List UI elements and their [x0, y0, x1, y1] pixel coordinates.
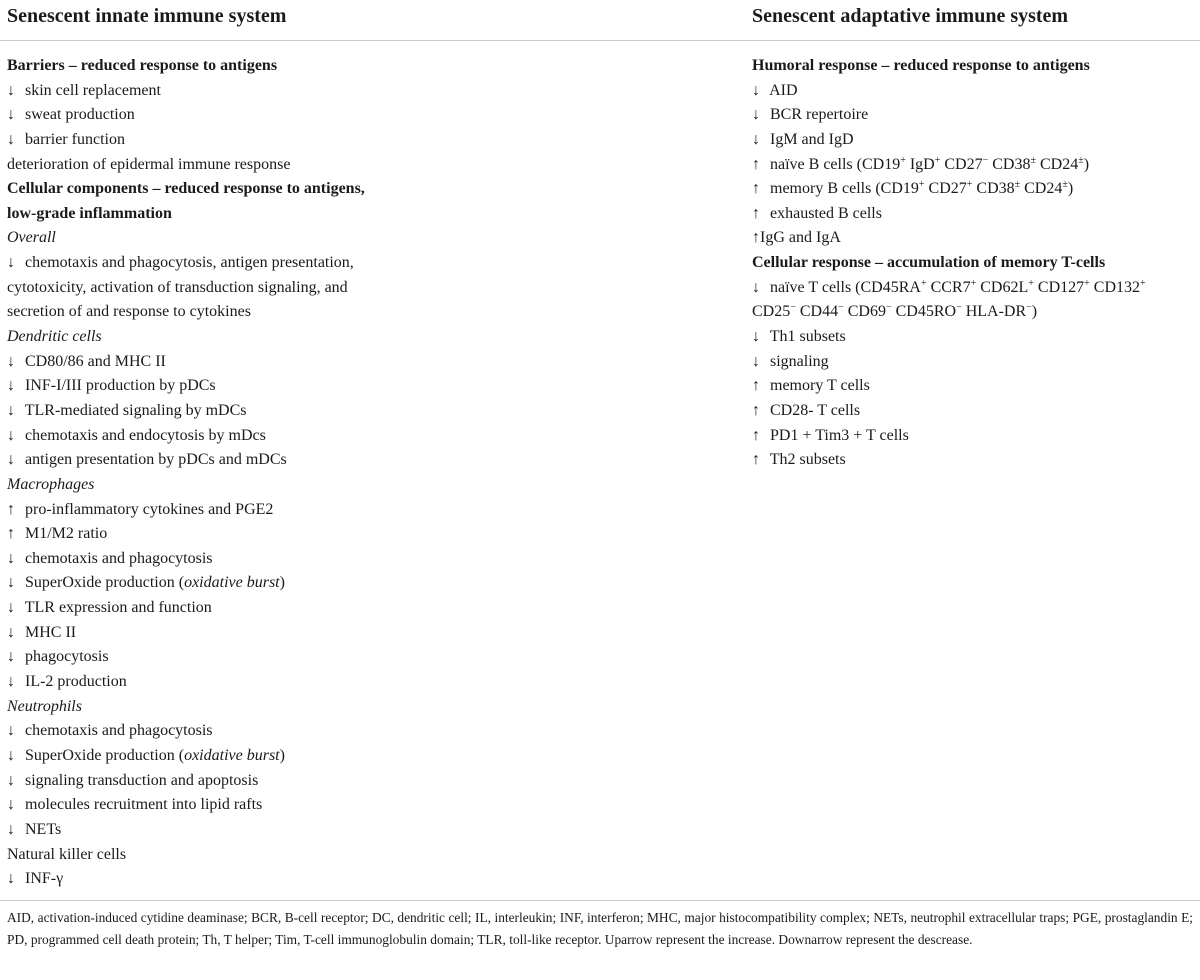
- left-row: [7, 645, 727, 670]
- left-row: [7, 522, 727, 547]
- row-text: Overall: [7, 229, 56, 247]
- left-row: [7, 374, 727, 399]
- left-row: [7, 153, 727, 178]
- down-arrow-icon: ↓: [7, 623, 15, 641]
- row-text: Dendritic cells: [7, 328, 102, 346]
- left-row: [7, 547, 727, 572]
- row-text: CD27: [924, 180, 967, 198]
- row-text: ): [1083, 155, 1090, 173]
- up-arrow-icon: ↑: [752, 377, 760, 395]
- row-text: antigen presentation by pDCs and mDCs: [25, 451, 287, 469]
- left-row: [7, 793, 727, 818]
- row-text: IL-2 production: [25, 673, 127, 691]
- row-text: CCR7: [926, 278, 971, 296]
- right-row: [752, 202, 1192, 227]
- left-row: [7, 695, 727, 720]
- right-row: [752, 325, 1192, 350]
- row-text: skin cell replacement: [25, 81, 161, 99]
- down-arrow-icon: ↓: [7, 426, 15, 444]
- row-text: chemotaxis and endocytosis by mDcs: [25, 426, 266, 444]
- row-text: IgM and IgD: [770, 130, 854, 148]
- superscript: ±: [1078, 154, 1084, 166]
- superscript: −: [1026, 302, 1032, 314]
- down-arrow-icon: ↓: [7, 820, 15, 838]
- row-text: Humoral response – reduced response to antigens: [752, 57, 1090, 74]
- left-row: [7, 424, 727, 449]
- row-text: TLR-mediated signaling by mDCs: [24, 401, 247, 419]
- left-row: [7, 300, 727, 325]
- row-text: molecules recruitment into lipid rafts: [25, 796, 263, 814]
- row-text: AID: [769, 81, 798, 99]
- row-text: oxidative burst: [184, 574, 280, 592]
- down-arrow-icon: ↓: [7, 599, 15, 617]
- row-text: Natural killer cells: [7, 845, 127, 863]
- down-arrow-icon: ↓: [7, 106, 15, 124]
- row-text: CD38: [972, 180, 1015, 198]
- down-arrow-icon: ↓: [7, 746, 15, 764]
- left-row: [7, 79, 727, 104]
- row-text: CD38: [988, 155, 1031, 173]
- superscript: ±: [1062, 179, 1068, 191]
- innate-column-header: Senescent innate immune system: [7, 5, 287, 27]
- adaptive-column-header: Senescent adaptative immune system: [752, 5, 1069, 27]
- down-arrow-icon: ↓: [7, 771, 15, 789]
- right-row: [752, 374, 1192, 399]
- row-text: CD24: [1035, 155, 1079, 173]
- left-row: [7, 350, 727, 375]
- down-arrow-icon: ↓: [752, 81, 760, 99]
- down-arrow-icon: ↓: [7, 401, 15, 419]
- right-row: [752, 251, 1192, 276]
- left-row: [7, 818, 727, 843]
- left-row: [7, 276, 727, 301]
- table-header: [0, 0, 1200, 41]
- down-arrow-icon: ↓: [7, 352, 15, 370]
- left-row: [7, 325, 727, 350]
- superscript: +: [920, 277, 927, 289]
- table-footnote: AID, activation-induced cytidine deaminase; BCR, B-cell receptor; DC, dendritic cell; IL, interleukin; INF, interferon; MHC, major histocompatibility complex; NETs, neutrophil extracellular traps; PGE, prostaglandin E; PD, programmed cell death protein; Th, T helper; Tim, T-cell immunoglobulin domain; TLR, toll-like receptor. Uparrow represent the increase. Downarrow represent the descrease.: [0, 900, 1200, 980]
- down-arrow-icon: ↓: [7, 130, 15, 148]
- row-text: Cellular components – reduced response to antigens,: [7, 180, 365, 198]
- row-text: NETs: [25, 820, 62, 838]
- left-row: [7, 867, 727, 892]
- up-arrow-icon: ↑: [7, 500, 15, 518]
- down-arrow-icon: ↓: [7, 254, 15, 272]
- left-row: [7, 744, 727, 769]
- row-text: CD132: [1089, 278, 1140, 296]
- up-arrow-icon: ↑: [7, 525, 15, 543]
- up-arrow-icon: ↑: [752, 155, 760, 173]
- row-text: CD24: [1020, 180, 1063, 198]
- right-row: [752, 424, 1192, 449]
- left-row: [7, 226, 727, 251]
- superscript: +: [1140, 277, 1146, 289]
- row-text: PD1 + Tim3 + T cells: [770, 426, 909, 444]
- row-text: BCR repertoire: [770, 106, 869, 124]
- down-arrow-icon: ↓: [752, 106, 760, 124]
- row-text: secretion of and response to cytokines: [7, 303, 251, 321]
- superscript: +: [1028, 277, 1034, 289]
- row-text: sweat production: [25, 106, 135, 124]
- right-row: [752, 300, 1192, 325]
- superscript: ±: [1014, 179, 1021, 191]
- up-arrow-icon: ↑: [752, 401, 760, 419]
- row-text: chemotaxis and phagocytosis: [25, 722, 213, 740]
- row-text: ↑IgG and IgA: [752, 229, 841, 247]
- row-text: ): [279, 574, 285, 592]
- left-row: [7, 571, 727, 596]
- row-text: CD62L: [976, 278, 1029, 296]
- row-text: memory T cells: [770, 377, 870, 395]
- down-arrow-icon: ↓: [7, 722, 15, 740]
- row-text: SuperOxide production (: [25, 574, 185, 592]
- row-text: INF-I/III production by pDCs: [25, 377, 216, 395]
- up-arrow-icon: ↑: [752, 180, 760, 198]
- row-text: CD45RO: [891, 303, 957, 321]
- superscript: +: [966, 179, 973, 191]
- left-row: [7, 843, 727, 868]
- superscript: +: [934, 154, 941, 166]
- right-row: [752, 128, 1192, 153]
- row-text: phagocytosis: [25, 648, 109, 666]
- innate-column: [7, 54, 727, 892]
- superscript: +: [1084, 277, 1090, 289]
- down-arrow-icon: ↓: [752, 352, 760, 370]
- row-text: CD28- T cells: [770, 401, 861, 419]
- left-row: [7, 769, 727, 794]
- superscript: +: [900, 154, 906, 166]
- left-row: [7, 621, 727, 646]
- right-row: [752, 276, 1192, 301]
- down-arrow-icon: ↓: [7, 648, 15, 666]
- row-text: ): [1031, 303, 1038, 321]
- down-arrow-icon: ↓: [752, 328, 760, 346]
- row-text: Barriers – reduced response to antigens: [7, 57, 278, 74]
- right-row: [752, 177, 1192, 202]
- right-row: [752, 153, 1192, 178]
- left-row: [7, 54, 727, 79]
- superscript: −: [956, 302, 962, 314]
- down-arrow-icon: ↓: [752, 130, 760, 148]
- left-row: [7, 719, 727, 744]
- superscript: −: [885, 302, 892, 314]
- right-row: [752, 226, 1192, 251]
- down-arrow-icon: ↓: [7, 673, 15, 691]
- row-text: MHC II: [25, 623, 77, 641]
- left-row: [7, 498, 727, 523]
- left-row: [7, 251, 727, 276]
- left-row: [7, 448, 727, 473]
- row-text: IgD: [905, 155, 935, 173]
- superscript: −: [838, 302, 844, 314]
- up-arrow-icon: ↑: [752, 451, 760, 469]
- superscript: −: [982, 154, 989, 166]
- row-text: CD44: [795, 303, 839, 321]
- row-text: Cellular response – accumulation of memory T-cells: [752, 254, 1106, 272]
- row-text: ): [1067, 180, 1074, 198]
- right-row: [752, 399, 1192, 424]
- row-text: cytotoxicity, activation of transduction signaling, and: [7, 278, 348, 296]
- row-text: naïve B cells (CD19: [770, 155, 901, 173]
- row-text: oxidative burst: [184, 746, 280, 764]
- row-text: signaling transduction and apoptosis: [25, 771, 259, 789]
- up-arrow-icon: ↑: [752, 426, 760, 444]
- right-row: [752, 448, 1192, 473]
- down-arrow-icon: ↓: [7, 549, 15, 567]
- left-row: [7, 202, 727, 227]
- row-text: chemotaxis and phagocytosis: [25, 549, 213, 567]
- superscript: ±: [1030, 154, 1036, 166]
- right-row: [752, 79, 1192, 104]
- right-row: [752, 103, 1192, 128]
- right-row: [752, 350, 1192, 375]
- row-text: CD27: [940, 155, 983, 173]
- row-text: CD80/86 and MHC II: [25, 352, 166, 370]
- up-arrow-icon: ↑: [752, 204, 760, 222]
- left-row: [7, 128, 727, 153]
- row-text: Macrophages: [7, 475, 95, 493]
- row-text: Th1 subsets: [769, 328, 846, 346]
- row-text: CD25: [752, 303, 791, 321]
- left-row: [7, 670, 727, 695]
- superscript: +: [918, 179, 925, 191]
- row-text: exhausted B cells: [770, 204, 882, 222]
- adaptive-column: [752, 54, 1192, 473]
- left-row: [7, 596, 727, 621]
- left-row: [7, 473, 727, 498]
- superscript: −: [790, 302, 796, 314]
- row-text: Neutrophils: [7, 697, 82, 715]
- row-text: M1/M2 ratio: [25, 525, 108, 543]
- down-arrow-icon: ↓: [7, 451, 15, 469]
- row-text: low-grade inflammation: [7, 204, 172, 222]
- down-arrow-icon: ↓: [7, 574, 15, 592]
- down-arrow-icon: ↓: [7, 796, 15, 814]
- row-text: barrier function: [25, 130, 125, 148]
- row-text: HLA-DR: [961, 303, 1027, 321]
- row-text: ): [279, 746, 285, 764]
- row-text: INF-γ: [25, 870, 64, 888]
- right-row: [752, 54, 1192, 79]
- row-text: chemotaxis and phagocytosis, antigen presentation,: [25, 254, 354, 272]
- row-text: SuperOxide production (: [25, 746, 185, 764]
- row-text: CD127: [1033, 278, 1085, 296]
- down-arrow-icon: ↓: [752, 278, 760, 296]
- left-row: [7, 103, 727, 128]
- row-text: TLR expression and function: [24, 599, 212, 617]
- row-text: Th2 subsets: [769, 451, 846, 469]
- down-arrow-icon: ↓: [7, 377, 15, 395]
- row-text: CD69: [843, 303, 886, 321]
- left-row: [7, 399, 727, 424]
- row-text: signaling: [770, 352, 829, 370]
- down-arrow-icon: ↓: [7, 870, 15, 888]
- down-arrow-icon: ↓: [7, 81, 15, 99]
- left-row: [7, 177, 727, 202]
- row-text: memory B cells (CD19: [770, 180, 919, 198]
- row-text: naïve T cells (CD45RA: [770, 278, 921, 296]
- row-text: pro-inflammatory cytokines and PGE2: [25, 500, 274, 518]
- row-text: deterioration of epidermal immune response: [7, 155, 291, 173]
- superscript: +: [970, 277, 977, 289]
